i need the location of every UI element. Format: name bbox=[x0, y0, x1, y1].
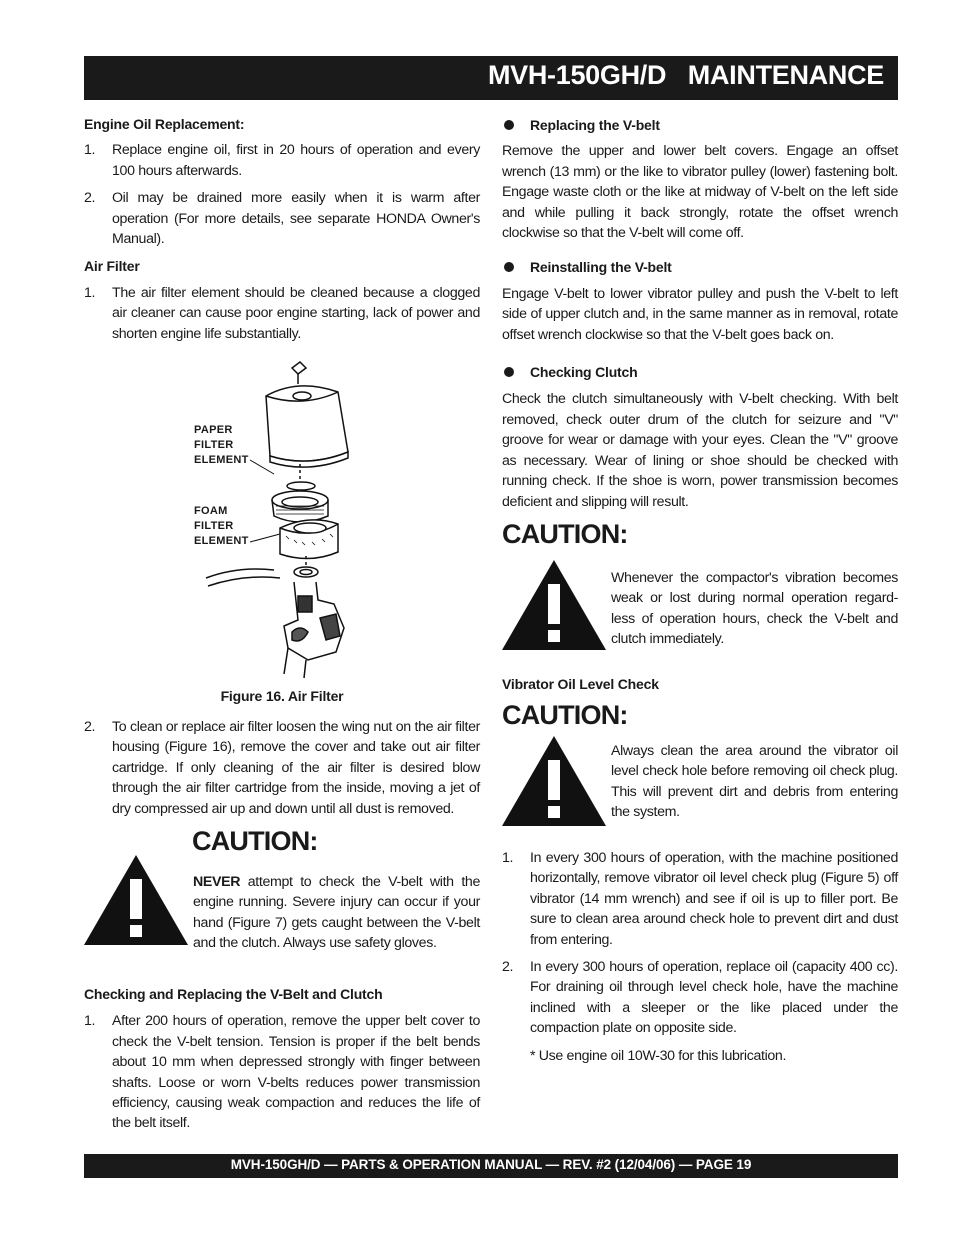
vbelt-section bbox=[84, 984, 480, 1134]
list-item bbox=[502, 957, 898, 1039]
list-item bbox=[84, 188, 480, 249]
list-item bbox=[502, 848, 898, 950]
footer-text: MVH-150GH/D — PARTS & OPERATION MANUAL — REV. #2 (12/04/06) — PAGE 19 bbox=[230, 1157, 752, 1172]
air-filter-figure bbox=[188, 356, 358, 680]
paper-filter-label: PAPER FILTER ELEMENT bbox=[194, 424, 249, 466]
item-number: 2. bbox=[84, 719, 96, 735]
item-text: Oil may be drained more easily when it is warm after operation (For more details, see separate HONDA Owner's Manual). bbox=[112, 190, 480, 248]
right-column bbox=[502, 115, 898, 512]
vibrator-oil-steps bbox=[502, 848, 898, 1066]
bullet-icon bbox=[504, 120, 514, 130]
item-text: To clean or replace air filter loosen the wing nut on the air filter housing (Figure 16), remove the cover and take out air filter cartridge. If only cleaning of the air filter is desired blow through the air filter cartridge from the inside, moving a jet of dry compressed air up and down until all dust is removed. bbox=[112, 719, 480, 817]
item-number: 1. bbox=[84, 284, 96, 301]
caution-title: CAUTION: bbox=[502, 519, 628, 549]
air-filter-heading: Air Filter bbox=[84, 258, 140, 275]
caution-text: Always clean the area around the vibrator oil level check hole before removing oil check plug. This will prevent dirt and debris from entering the system. bbox=[611, 743, 898, 821]
list-item bbox=[84, 717, 480, 819]
caution-strong: NEVER bbox=[193, 874, 241, 890]
bullet-icon bbox=[504, 262, 514, 272]
list-item bbox=[84, 1011, 480, 1133]
left-column-lower bbox=[84, 717, 480, 819]
footer-bar bbox=[84, 1154, 898, 1178]
left-column bbox=[84, 114, 480, 344]
caution-text: Whenever the compactor's vibration becomes weak or lost during normal operation regard-less of operation hours, check the V-belt and clutch immediately. bbox=[611, 570, 898, 648]
list-item bbox=[84, 283, 480, 344]
warning-sign bbox=[84, 855, 188, 950]
list-item bbox=[84, 140, 480, 181]
warning-triangle-icon bbox=[84, 855, 188, 945]
warning-triangle-icon bbox=[502, 736, 606, 826]
replacing-text: Remove the upper and lower belt covers. Engage an offset wrench (13 mm) or the like to vibrator pulley (lower) fastening bolt. Engage waste cloth or the like at midway of V-belt on the left side and while pulling it back strongly, rotate the offset wrench clockwise so that the V-belt will come off. bbox=[502, 143, 898, 242]
bullet-icon bbox=[504, 367, 514, 377]
warning-sign bbox=[502, 736, 606, 831]
page-title: MVH-150GH/D MAINTENANCE bbox=[487, 60, 884, 90]
item-number: 1. bbox=[502, 850, 514, 866]
vbelt-heading: Checking and Replacing the V-Belt and Clutch bbox=[84, 986, 383, 1002]
item-number: 2. bbox=[84, 190, 96, 207]
item-number: 1. bbox=[84, 1013, 96, 1030]
warning-triangle-icon bbox=[502, 560, 606, 650]
engine-oil-heading: Engine Oil Replacement: bbox=[84, 116, 245, 132]
foam-filter-label: FOAM FILTER ELEMENT bbox=[194, 505, 249, 547]
item-text: In every 300 hours of operation, replace oil (capacity 400 cc). For draining oil through level check hole, have the machine inclined with a sleeper or the like placed under the compaction plate on opposite side. bbox=[530, 959, 898, 1037]
item-text: Replace engine oil, first in 20 hours of operation and every 100 hours afterwards. bbox=[112, 142, 480, 179]
warning-sign bbox=[502, 560, 606, 655]
caution-text: NEVER attempt to check the V-belt with the engine running. Severe injury can occur if your hand (Figure 7) gets caught between the V-belt and the clutch. Always use safety gloves. bbox=[193, 874, 480, 952]
reinstalling-text: Engage V-belt to lower vibrator pulley and push the V-belt to left side of upper clutch and, in the same manner as in removal, rotate offset wrench clockwise so that the V-belt goes back on. bbox=[502, 285, 898, 343]
oil-note: * Use engine oil 10W-30 for this lubrication. bbox=[530, 1047, 787, 1064]
bullet-heading: Reinstalling the V-belt bbox=[502, 257, 898, 277]
bullet-heading: Checking Clutch bbox=[502, 362, 898, 382]
bullet-heading: Replacing the V-belt bbox=[502, 115, 898, 135]
item-number: 1. bbox=[84, 142, 96, 159]
clutch-text: Check the clutch simultaneously with V-belt checking. With belt removed, check outer drum of the clutch for seizure and "V" groove for wear or damage with your eyes. Clean the "V" groove as necessary. Wear of lining or shoe should be checked with running check. If the shoe is worn, power transmission becomes deficient and slipping will result. bbox=[502, 391, 898, 510]
item-text: The air filter element should be cleaned because a clogged air cleaner can cause poor engine starting, lack of power and shorten engine life substantially. bbox=[112, 284, 480, 342]
caution-title: CAUTION: bbox=[502, 700, 628, 730]
figure-caption: Figure 16. Air Filter bbox=[220, 688, 344, 704]
caution-title: CAUTION: bbox=[192, 826, 318, 856]
header-bar bbox=[84, 56, 898, 100]
item-text: After 200 hours of operation, remove the upper belt cover to check the V-belt tension. Tension is proper if the belt bends about 10 mm when depressed strongly with finger between shafts. Loose or worn V-belts reduces power transmission efficiency, causing weak compaction and reduces the life of the belt itself. bbox=[112, 1013, 480, 1132]
item-number: 2. bbox=[502, 959, 514, 976]
item-text: In every 300 hours of operation, with the machine positioned horizontally, remove vibrator oil level check plug (Figure 5) off vibrator (14 mm wrench) and see if oil is up to filler port. Be sure to clean area around check hole to prevent dirt and dust from entering. bbox=[530, 850, 898, 948]
vibrator-oil-heading: Vibrator Oil Level Check bbox=[502, 676, 659, 692]
